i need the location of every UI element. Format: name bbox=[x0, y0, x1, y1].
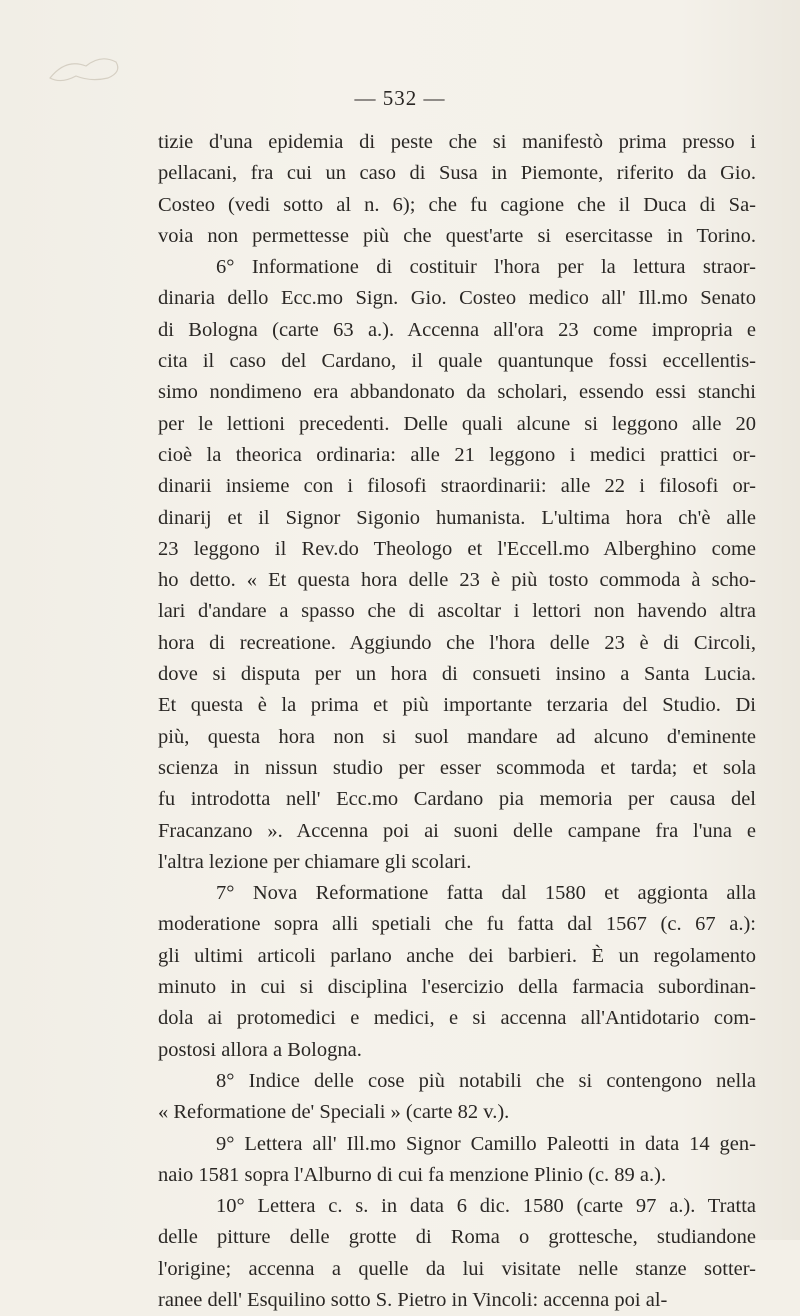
text-line: Costeo (vedi sotto al n. 6); che fu cagione che il Duca di Sa- bbox=[158, 193, 756, 216]
text-line: di Bologna (carte 63 a.). Accenna all'ora 23 come impropria e bbox=[158, 318, 756, 341]
text-line: l'altra lezione per chiamare gli scolari. bbox=[158, 850, 472, 873]
text-line: ho detto. « Et questa hora delle 23 è più tosto commoda à scho- bbox=[158, 569, 756, 592]
text-line: ranee dell' Esquilino sotto S. Pietro in Vincoli: accenna poi al- bbox=[158, 1288, 668, 1311]
text-line: 8° Indice delle cose più notabili che si contengono nella bbox=[216, 1069, 756, 1092]
text-line: dinarij et il Signor Sigonio humanista. L'ultima hora ch'è alle bbox=[158, 506, 756, 529]
text-line: per le lettioni precedenti. Delle quali alcune si leggono alle 20 bbox=[158, 412, 756, 435]
text-line: naio 1581 sopra l'Alburno di cui fa menzione Plinio (c. 89 a.). bbox=[158, 1163, 667, 1186]
text-line: « Reformatione de' Speciali » (carte 82 v.). bbox=[158, 1101, 510, 1124]
page-number: — 532 — bbox=[354, 86, 446, 110]
text-line: lari d'andare a spasso che di ascoltar i lettori non havendo altra bbox=[158, 600, 756, 623]
text-line: voia non permettesse più che quest'arte si esercitasse in Torino. bbox=[158, 224, 756, 247]
text-line: minuto in cui si disciplina l'esercizio della farmacia subordinan- bbox=[158, 976, 756, 999]
text-line: più, questa hora non si suol mandare ad alcuno d'eminente bbox=[158, 725, 756, 748]
text-line: pellacani, fra cui un caso di Susa in Piemonte, riferito da Gio. bbox=[158, 162, 756, 185]
text-line: cita il caso del Cardano, il quale quantunque fossi eccellentis- bbox=[158, 350, 756, 373]
text-line: fu introdotta nell' Ecc.mo Cardano pia memoria per causa del bbox=[158, 788, 756, 811]
text-line: 7° Nova Reformatione fatta dal 1580 et aggionta alla bbox=[216, 882, 756, 905]
text-line: dinarii insieme con i filosofi straordinarii: alle 22 i filosofi or- bbox=[158, 475, 756, 498]
text-line: hora di recreatione. Aggiundo che l'hora delle 23 è di Circoli, bbox=[158, 631, 756, 654]
text-line: 23 leggono il Rev.do Theologo et l'Eccell.mo Alberghino come bbox=[158, 537, 756, 560]
text-line: Fracanzano ». Accenna poi ai suoni delle campane fra l'una e bbox=[158, 819, 756, 842]
text-line: dove si disputa per un hora di consueti insino a Santa Lucia. bbox=[158, 663, 756, 686]
text-line: tizie d'una epidemia di peste che si manifestò prima presso i bbox=[158, 131, 756, 153]
text-line: dinaria dello Ecc.mo Sign. Gio. Costeo medico all' Ill.mo Senato bbox=[158, 287, 756, 310]
body-text bbox=[158, 127, 756, 1316]
text-line: postosi allora a Bologna. bbox=[158, 1038, 362, 1061]
text-line: 9° Lettera all' Ill.mo Signor Camillo Paleotti in data 14 gen- bbox=[216, 1132, 756, 1155]
text-line: gli ultimi articoli parlano anche dei barbieri. È un regolamento bbox=[158, 944, 756, 967]
text-line: l'origine; accenna a quelle da lui visitate nelle stanze sotter- bbox=[158, 1257, 756, 1280]
text-line: scienza in nissun studio per esser scommoda et tarda; et sola bbox=[158, 756, 756, 779]
text-line: 10° Lettera c. s. in data 6 dic. 1580 (carte 97 a.). Tratta bbox=[216, 1195, 756, 1218]
text-line: moderatione sopra alli spetiali che fu fatta dal 1567 (c. 67 a.): bbox=[158, 913, 756, 936]
ink-stain bbox=[46, 48, 126, 88]
text-line: Et questa è la prima et più importante terzaria del Studio. Di bbox=[158, 694, 756, 717]
text-line: simo nondimeno era abbandonato da scholari, essendo essi stanchi bbox=[158, 381, 756, 404]
text-line: dola ai protomedici e medici, e si accenna all'Antidotario com- bbox=[158, 1007, 756, 1030]
text-line: 6° Informatione di costituir l'hora per la lettura straor- bbox=[216, 256, 756, 279]
text-line: delle pitture delle grotte di Roma o grottesche, studiandone bbox=[158, 1226, 756, 1249]
text-line: cioè la theorica ordinaria: alle 21 leggono i medici prattici or- bbox=[158, 443, 756, 466]
